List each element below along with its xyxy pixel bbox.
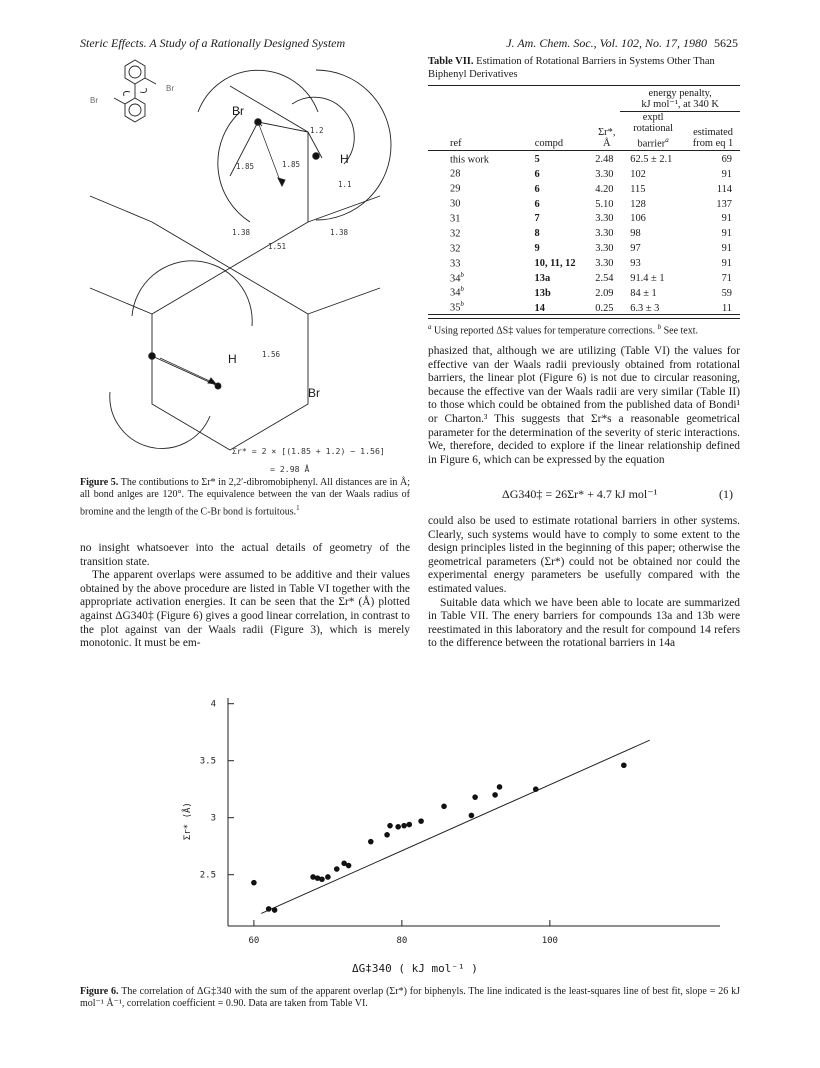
table7-title-label: Table VII. [428, 56, 474, 67]
data-point [384, 832, 390, 838]
table-row [428, 270, 740, 285]
data-point [334, 866, 340, 872]
col-header-exptl-line3: barrier$^a$ [637, 135, 669, 150]
exptl-cell: 128 [630, 198, 646, 210]
compd-cell: 6 [534, 183, 540, 195]
table-row [428, 299, 740, 314]
footnote-a: Using reported ΔS‡ values for temperature corrections. [434, 325, 656, 337]
exptl-cell: 91.4 ± 1 [630, 272, 665, 284]
data-point [469, 813, 475, 819]
figure5-formula-line2: = 2.98 Å [270, 464, 310, 474]
x-tick-label: 80 [396, 936, 408, 946]
est-cell: 91 [721, 228, 732, 240]
data-point [325, 874, 331, 880]
footnote-mark-a: a [665, 135, 669, 144]
dim-label: 1.2 [310, 126, 324, 135]
exptl-cell: 106 [630, 213, 646, 225]
page-number: 5625 [714, 36, 738, 50]
table7-title [428, 56, 740, 81]
left-paragraph-1: no insight whatsoever into the actual details of geometry of the transition state. [80, 542, 410, 568]
row-footnote-mark: b [460, 300, 464, 309]
est-cell: 137 [716, 198, 732, 210]
figure5-caption [80, 477, 410, 519]
exptl-cell: 93 [630, 258, 641, 270]
data-point [272, 907, 278, 913]
compd-cell: 5 [534, 153, 540, 165]
data-point [418, 818, 424, 824]
col-header-sum [593, 111, 620, 150]
struct-br-label-left: Br [90, 96, 98, 105]
ref-cell: 31 [450, 213, 461, 225]
compd-cell: 6 [534, 198, 540, 210]
sum-cell: 2.09 [595, 287, 614, 299]
col-header-exptl-line1: exptl [642, 111, 664, 123]
table-row [428, 284, 740, 299]
sum-cell: 5.10 [595, 198, 614, 210]
est-cell: 71 [721, 272, 732, 284]
figure6-caption-label: Figure 6. [80, 986, 119, 997]
compd-cell: 7 [534, 213, 540, 225]
table7-footnotes [428, 318, 740, 338]
exptl-cell: 98 [630, 228, 641, 240]
table-row [428, 225, 740, 240]
journal-name: J. Am. Chem. Soc. [506, 36, 594, 50]
figure5-drawing [80, 56, 410, 486]
figure6-caption [80, 986, 740, 1011]
fit-line [261, 740, 649, 913]
dibromobiphenyl-structure [114, 60, 156, 122]
footnote-b-mark: b [657, 323, 662, 332]
ref-cell: 30 [450, 198, 461, 210]
ref-cell: 35$^b$ [450, 300, 464, 314]
ref-cell: 32 [450, 243, 461, 255]
dim-label: 1.85 [282, 160, 301, 169]
table7-title-text: Estimation of Rotational Barriers in Systems Other Than Biphenyl Derivatives [428, 56, 715, 80]
ref-cell: 34$^b$ [450, 285, 464, 299]
exptl-cell: 102 [630, 168, 646, 180]
data-point [266, 906, 272, 912]
footnote-b: See text. [663, 325, 699, 337]
sum-cell: 3.30 [595, 243, 614, 255]
right-paragraph-2: could also be used to estimate rotational barriers in other systems. Clearly, such systems would have to comply to some extent to the design principles listed in the beginning of this paper; otherwise the geometrical parameters (Σr*) could not be obtained nor could the experimental energy parameters be usefully compared with the estimated values. [428, 515, 740, 595]
sum-cell: 3.30 [595, 258, 614, 270]
dim-label: 1.56 [262, 350, 281, 359]
group-header-line1: energy penalty, [648, 88, 712, 99]
row-footnote-mark: b [460, 285, 464, 294]
table-row [428, 240, 740, 255]
est-cell: 91 [721, 243, 732, 255]
figure5-caption-text: The contibutions to Σr* in 2,2′-dibromobiphenyl. All distances are in Å; all bond anlges are 120°. The equivalence between the van der Waals radius of bromine and the length of the C-Br bond is fortuitous. [80, 477, 410, 518]
journal-citation: J. Am. Chem. Soc., Vol. 102, No. 17, 1980 5625 [506, 36, 738, 50]
dim-label: 1.51 [268, 242, 287, 251]
table7-group-header [620, 86, 740, 112]
compd-cell: 9 [534, 243, 540, 255]
figure6-caption-text: The correlation of ΔG‡340 with the sum of the apparent overlap (Σr*) for biphenyls. The line indicated is the least-squares line of best fit, slope = 26 kJ mol⁻¹ Å⁻¹, correlation coefficient = 0.90. Data are taken from Table VI. [80, 986, 740, 1010]
compd-cell: 6 [534, 168, 540, 180]
data-point [395, 824, 401, 830]
ref-cell: 33 [450, 258, 461, 270]
data-point [368, 839, 374, 845]
right-paragraph-1: phasized that, although we are utilizing (Table VI) the values for effective van der Waals radii previously obtained from rotational barriers, the linear plot (Figure 6) is not due to circular reasoning, because the effective van der Waals radii are very similar (Table II) to those which could be obtained from the published data of Bondi¹ or Charton.³ This suggests that Σr*s a reasonable geometrical parameter for the determination of the severity of steric interactions. We, therefore, decided to explore if the linear relationship defined in Figure 6, which can be expressed by the equation [428, 345, 740, 466]
est-cell: 114 [716, 183, 732, 195]
compd-cell: 13b [534, 287, 551, 299]
data-point [319, 876, 325, 882]
col-header-sum-line1: Σr*, [598, 126, 616, 138]
table7-body [428, 150, 740, 315]
compd-cell: 8 [534, 228, 540, 240]
atom-br-bottom: Br [308, 386, 320, 400]
group-header-line2: kJ mol⁻¹, at 340 K [641, 99, 719, 111]
est-cell: 11 [721, 302, 732, 314]
est-cell: 91 [721, 213, 732, 225]
sum-cell: 0.25 [595, 302, 614, 314]
sum-cell: 2.54 [595, 272, 614, 284]
data-point [387, 823, 393, 829]
y-tick-label: 3 [210, 813, 216, 824]
data-point [497, 784, 503, 790]
row-footnote-mark: b [460, 270, 464, 279]
sum-cell: 3.30 [595, 228, 614, 240]
col-header-compd: compd [534, 138, 564, 150]
sum-cell: 3.30 [595, 168, 614, 180]
est-cell: 59 [721, 287, 732, 299]
data-point [533, 786, 539, 792]
y-axis-label: Σr* (Å) [183, 802, 193, 841]
table-row [428, 165, 740, 180]
exptl-cell: 84 ± 1 [630, 287, 657, 299]
ref-cell: this work [450, 153, 489, 165]
equation-number: (1) [719, 487, 733, 501]
table-row [428, 210, 740, 225]
y-tick-label: 2.5 [199, 870, 216, 881]
compd-cell: 13a [534, 272, 551, 284]
data-point [621, 762, 627, 768]
footnote-a-mark: a [428, 323, 432, 332]
col-header-ref: ref [450, 138, 462, 150]
col-header-sum-line2: Å [603, 138, 611, 150]
x-tick-label: 100 [541, 936, 558, 946]
sum-cell: 3.30 [595, 213, 614, 225]
figure5-formula-line1: Σr* = 2 × [(1.85 + 1.2) − 1.56] [232, 446, 385, 456]
data-point [406, 822, 412, 828]
running-title: Steric Effects. A Study of a Rationally Designed System [80, 36, 346, 50]
compd-cell: 14 [534, 302, 545, 314]
dim-label: 1.85 [236, 162, 255, 171]
y-tick-label: 4 [210, 699, 216, 710]
data-point [492, 792, 498, 798]
dim-label: 1.38 [330, 228, 349, 237]
col-header-est-line1: estimated [693, 126, 733, 138]
table-row [428, 195, 740, 210]
y-tick-label: 3.5 [199, 756, 216, 767]
dim-label: 1.1 [338, 180, 352, 189]
figure6-xlabel: ΔG‡340 ( kJ mol⁻¹ ) [352, 962, 478, 975]
col-header-exptl [620, 111, 686, 150]
figure5-caption-ref: 1 [296, 503, 300, 512]
exptl-cell: 6.3 ± 3 [630, 302, 660, 314]
struct-br-label-right: Br [166, 84, 174, 93]
atom-h-right: H [340, 152, 349, 166]
sum-cell: 4.20 [595, 183, 614, 195]
table-row [428, 180, 740, 195]
ref-cell: 28 [450, 168, 461, 180]
equation-1: ΔG340‡ = 26Σr* + 4.7 kJ mol⁻¹ [502, 487, 658, 501]
est-cell: 91 [721, 168, 732, 180]
table-row [428, 150, 740, 165]
exptl-cell: 97 [630, 243, 641, 255]
table7 [428, 85, 740, 315]
data-point [401, 823, 407, 829]
dim-label: 1.38 [232, 228, 251, 237]
col-header-est-line2: from eq 1 [692, 138, 734, 150]
est-cell: 91 [721, 258, 732, 270]
figure6-chart [180, 688, 740, 988]
volume-info: Vol. 102, No. 17, 1980 [599, 36, 707, 50]
est-cell: 69 [721, 153, 732, 165]
data-point [346, 863, 352, 869]
data-point [441, 804, 447, 810]
x-tick-label: 60 [248, 936, 260, 946]
right-paragraph-3: Suitable data which we have been able to locate are summarized in Table VII. The enery barriers for compounds 13a and 13b were reestimated in this laboratory and the result for compound 14 refers to the difference between the rotational barriers in 14a [428, 596, 740, 650]
figure5-caption-label: Figure 5. [80, 477, 119, 488]
col-header-est [686, 111, 740, 150]
ref-cell: 32 [450, 228, 461, 240]
ref-cell: 29 [450, 183, 461, 195]
compd-cell: 10, 11, 12 [534, 258, 576, 270]
table-row [428, 255, 740, 270]
data-point [251, 880, 257, 886]
col-header-exptl-line2: rotational [633, 123, 674, 135]
data-point [472, 794, 478, 800]
exptl-cell: 62.5 ± 2.1 [630, 153, 673, 165]
atom-br-top: Br [232, 104, 244, 118]
atom-h-left: H [228, 352, 237, 366]
exptl-cell: 115 [630, 183, 646, 195]
sum-cell: 2.48 [595, 153, 614, 165]
ref-cell: 34$^b$ [450, 270, 464, 284]
left-paragraph-2: The apparent overlaps were assumed to be additive and their values obtained by the above procedure are listed in Table VI together with the appropriate activation energies. It can be seen that the Σr* (Å) plotted against ΔG340‡ (Figure 6) gives a good linear correlation, in contrast to the plot against van der Waals radii (Figure 3), which is merely monotonic. It must be em- [80, 569, 410, 650]
